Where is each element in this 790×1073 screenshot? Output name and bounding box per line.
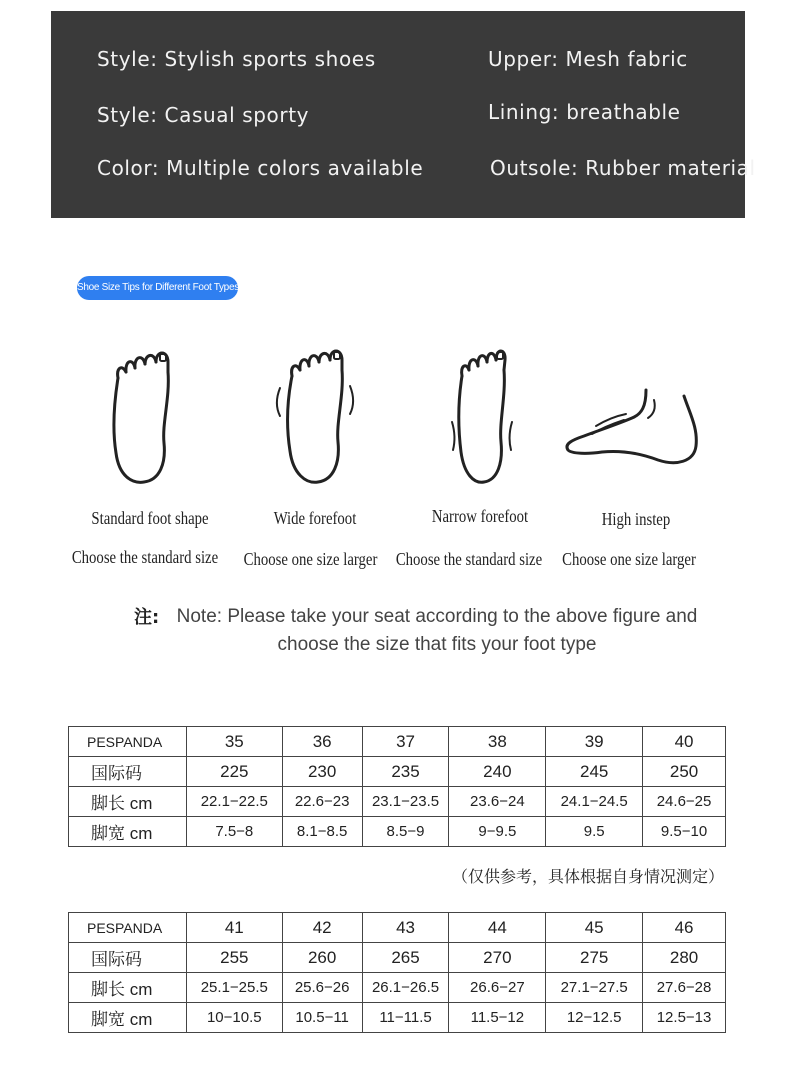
- eu-size-cell: 45: [546, 913, 643, 943]
- size-tips-badge: Shoe Size Tips for Different Foot Types: [77, 276, 238, 300]
- size-table-1: [68, 726, 726, 847]
- table-cell: 275: [546, 943, 643, 973]
- table-cell: 27.1−27.5: [546, 973, 643, 1003]
- row-label: 脚宽 cm: [69, 817, 187, 847]
- table-cell: 9.5: [546, 817, 643, 847]
- foot-type-name: Wide forefoot: [273, 508, 357, 528]
- table-cell: 25.6−26: [282, 973, 362, 1003]
- table-row: [69, 1003, 726, 1033]
- table-cell: 260: [282, 943, 362, 973]
- table-cell: 8.1−8.5: [282, 817, 362, 847]
- table-cell: 26.1−26.5: [362, 973, 449, 1003]
- spec-upper: Upper: Mesh fabric: [488, 47, 688, 71]
- eu-size-cell: 39: [546, 727, 643, 757]
- eu-size-cell: 38: [449, 727, 546, 757]
- standard-foot-icon: [104, 348, 176, 488]
- eu-size-cell: 41: [186, 913, 282, 943]
- table-row: [69, 757, 726, 787]
- wide-foot-icon: [270, 346, 358, 488]
- table-cell: 230: [282, 757, 362, 787]
- table-cell: 9−9.5: [449, 817, 546, 847]
- table-row: [69, 913, 726, 943]
- foot-type-tip: Choose one size larger: [243, 549, 378, 569]
- spec-lining: Lining: breathable: [488, 100, 681, 124]
- table-cell: 7.5−8: [186, 817, 282, 847]
- eu-size-cell: 35: [186, 727, 282, 757]
- eu-size-cell: 44: [449, 913, 546, 943]
- reference-disclaimer: （仅供参考，具体根据自身情况测定）: [452, 867, 725, 886]
- foot-type-name: Standard foot shape: [91, 508, 209, 528]
- spec-color: Color: Multiple colors available: [97, 156, 424, 180]
- foot-type-name: High instep: [601, 509, 671, 529]
- row-label: 国际码: [69, 757, 187, 787]
- table-cell: 25.1−25.5: [186, 973, 282, 1003]
- table-cell: 10.5−11: [282, 1003, 362, 1033]
- table-cell: 10−10.5: [186, 1003, 282, 1033]
- table-cell: 265: [362, 943, 449, 973]
- spec-outsole: Outsole: Rubber material: [490, 156, 756, 180]
- brand-cell: PESPANDA: [69, 727, 187, 757]
- table-row: [69, 943, 726, 973]
- table-row: [69, 817, 726, 847]
- table-cell: 22.1−22.5: [186, 787, 282, 817]
- row-label: 国际码: [69, 943, 187, 973]
- table-cell: 255: [186, 943, 282, 973]
- eu-size-cell: 40: [643, 727, 726, 757]
- spec-style-2: Style: Casual sporty: [97, 103, 310, 127]
- table-cell: 24.1−24.5: [546, 787, 643, 817]
- row-label: 脚宽 cm: [69, 1003, 187, 1033]
- foot-type-name: Narrow forefoot: [431, 506, 529, 526]
- note-mark: 注:: [134, 607, 160, 628]
- table-cell: 26.6−27: [449, 973, 546, 1003]
- row-label: 脚长 cm: [69, 787, 187, 817]
- table-row: [69, 973, 726, 1003]
- table-cell: 280: [643, 943, 726, 973]
- table-cell: 9.5−10: [643, 817, 726, 847]
- table-cell: 24.6−25: [643, 787, 726, 817]
- foot-type-tip: Choose one size larger: [562, 549, 696, 569]
- spec-style-1: Style: Stylish sports shoes: [97, 47, 376, 71]
- foot-type-tip: Choose the standard size: [395, 549, 543, 569]
- brand-cell: PESPANDA: [69, 913, 187, 943]
- table-cell: 240: [449, 757, 546, 787]
- table-cell: 270: [449, 943, 546, 973]
- table-cell: 12−12.5: [546, 1003, 643, 1033]
- table-row: [69, 727, 726, 757]
- table-cell: 22.6−23: [282, 787, 362, 817]
- table-cell: 245: [546, 757, 643, 787]
- table-cell: 23.1−23.5: [362, 787, 449, 817]
- size-table-2: [68, 912, 726, 1033]
- eu-size-cell: 37: [362, 727, 449, 757]
- eu-size-cell: 46: [643, 913, 726, 943]
- table-cell: 235: [362, 757, 449, 787]
- table-cell: 27.6−28: [643, 973, 726, 1003]
- table-cell: 11−11.5: [362, 1003, 449, 1033]
- eu-size-cell: 42: [282, 913, 362, 943]
- table-row: [69, 787, 726, 817]
- narrow-foot-icon: [446, 346, 518, 488]
- eu-size-cell: 43: [362, 913, 449, 943]
- table-cell: 23.6−24: [449, 787, 546, 817]
- row-label: 脚长 cm: [69, 973, 187, 1003]
- table-cell: 250: [643, 757, 726, 787]
- table-cell: 11.5−12: [449, 1003, 546, 1033]
- foot-type-tip: Choose the standard size: [71, 547, 219, 567]
- table-cell: 12.5−13: [643, 1003, 726, 1033]
- table-cell: 225: [186, 757, 282, 787]
- note-text: Note: Please take your seat according to the above figure and choose the size that fits your foot type: [176, 606, 698, 655]
- table-cell: 8.5−9: [362, 817, 449, 847]
- eu-size-cell: 36: [282, 727, 362, 757]
- high-instep-foot-icon: [562, 384, 702, 468]
